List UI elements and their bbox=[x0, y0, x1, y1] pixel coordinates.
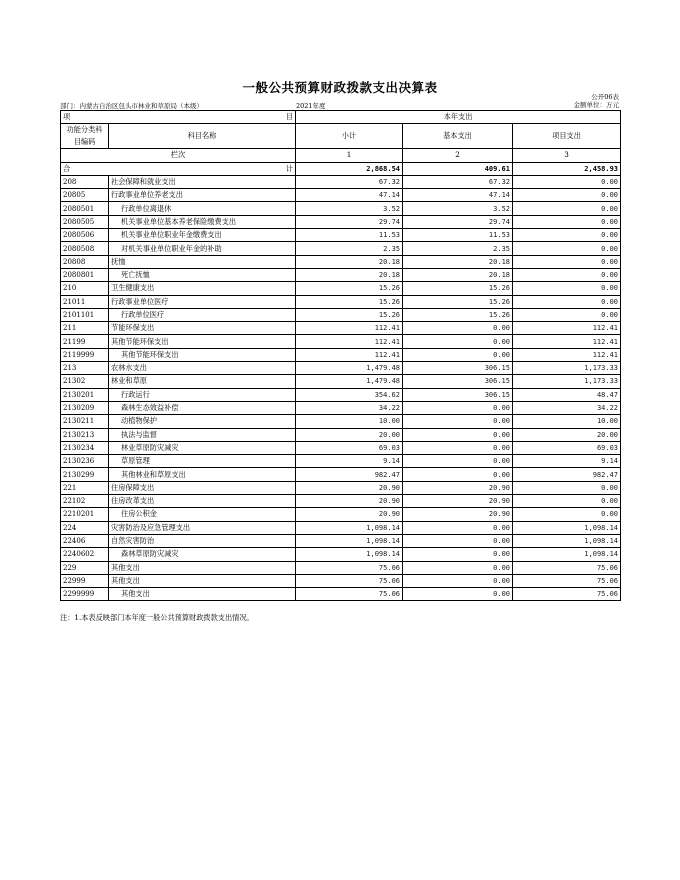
header-row-columns bbox=[61, 124, 621, 149]
code-cell: 2080505 bbox=[61, 215, 109, 228]
subtotal-cell: 47.14 bbox=[296, 189, 403, 202]
column-number-1: 1 bbox=[296, 149, 403, 162]
basic-cell: 306.15 bbox=[403, 375, 513, 388]
name-cell: 行政运行 bbox=[109, 388, 296, 401]
code-cell: 21011 bbox=[61, 295, 109, 308]
subtotal-cell: 11.53 bbox=[296, 229, 403, 242]
subtotal-cell: 112.41 bbox=[296, 322, 403, 335]
column-number-label: 栏次 bbox=[61, 149, 296, 162]
amount-unit: 金额单位：万元 bbox=[573, 101, 619, 109]
table-row bbox=[61, 441, 621, 454]
project-cell: 0.00 bbox=[513, 508, 621, 521]
code-cell: 20805 bbox=[61, 189, 109, 202]
department-label: 部门：内蒙古自治区包头市林业和草原局（本级） bbox=[60, 102, 203, 110]
project-cell: 0.00 bbox=[513, 175, 621, 188]
name-cell: 林业和草原 bbox=[109, 375, 296, 388]
project-cell: 0.00 bbox=[513, 242, 621, 255]
project-cell: 0.00 bbox=[513, 215, 621, 228]
subtotal-cell: 1,098.14 bbox=[296, 534, 403, 547]
name-cell: 卫生健康支出 bbox=[109, 282, 296, 295]
project-cell: 1,173.33 bbox=[513, 375, 621, 388]
name-cell: 自然灾害防治 bbox=[109, 534, 296, 547]
table-row bbox=[61, 282, 621, 295]
name-cell: 其他节能环保支出 bbox=[109, 335, 296, 348]
name-cell: 林业草原防灾减灾 bbox=[109, 441, 296, 454]
subtotal-cell: 10.00 bbox=[296, 415, 403, 428]
table-row bbox=[61, 481, 621, 494]
project-cell: 0.00 bbox=[513, 268, 621, 281]
basic-cell: 0.00 bbox=[403, 468, 513, 481]
basic-column-header: 基本支出 bbox=[403, 124, 513, 149]
basic-cell: 20.90 bbox=[403, 481, 513, 494]
basic-cell: 67.32 bbox=[403, 175, 513, 188]
basic-cell: 20.18 bbox=[403, 255, 513, 268]
project-left-label: 项 bbox=[63, 112, 71, 122]
code-cell: 2210201 bbox=[61, 508, 109, 521]
project-cell: 0.00 bbox=[513, 255, 621, 268]
name-cell: 森林生态效益补偿 bbox=[109, 401, 296, 414]
code-cell: 20808 bbox=[61, 255, 109, 268]
code-cell: 22999 bbox=[61, 574, 109, 587]
subtotal-cell: 15.26 bbox=[296, 282, 403, 295]
project-cell: 0.00 bbox=[513, 295, 621, 308]
code-cell: 2130211 bbox=[61, 415, 109, 428]
project-column-header: 项目支出 bbox=[513, 124, 621, 149]
basic-cell: 11.53 bbox=[403, 229, 513, 242]
name-cell: 社会保障和就业支出 bbox=[109, 175, 296, 188]
total-left-label: 合 bbox=[63, 163, 71, 173]
name-cell: 行政事业单位养老支出 bbox=[109, 189, 296, 202]
table-row bbox=[61, 574, 621, 587]
code-cell: 221 bbox=[61, 481, 109, 494]
table-row bbox=[61, 175, 621, 188]
basic-cell: 0.00 bbox=[403, 335, 513, 348]
name-cell: 行政单位离退休 bbox=[109, 202, 296, 215]
name-cell: 死亡抚恤 bbox=[109, 268, 296, 281]
table-row bbox=[61, 335, 621, 348]
code-cell: 2080501 bbox=[61, 202, 109, 215]
project-cell: 20.00 bbox=[513, 428, 621, 441]
code-cell: 2130209 bbox=[61, 401, 109, 414]
code-cell: 22102 bbox=[61, 495, 109, 508]
current-year-header: 本年支出 bbox=[296, 111, 621, 124]
table-row bbox=[61, 508, 621, 521]
code-cell: 2240602 bbox=[61, 548, 109, 561]
basic-cell: 0.00 bbox=[403, 548, 513, 561]
code-cell: 213 bbox=[61, 362, 109, 375]
basic-cell: 15.26 bbox=[403, 308, 513, 321]
basic-cell: 20.18 bbox=[403, 268, 513, 281]
table-row bbox=[61, 189, 621, 202]
total-subtotal: 2,868.54 bbox=[296, 162, 403, 175]
column-number-3: 3 bbox=[513, 149, 621, 162]
table-row bbox=[61, 229, 621, 242]
name-cell: 住房保障支出 bbox=[109, 481, 296, 494]
name-column-header: 科目名称 bbox=[109, 124, 296, 149]
basic-cell: 0.00 bbox=[403, 401, 513, 414]
subtotal-cell: 20.00 bbox=[296, 428, 403, 441]
basic-cell: 0.00 bbox=[403, 574, 513, 587]
table-row bbox=[61, 388, 621, 401]
subtotal-cell: 75.06 bbox=[296, 588, 403, 601]
table-row bbox=[61, 548, 621, 561]
code-cell: 2101101 bbox=[61, 308, 109, 321]
name-cell: 机关事业单位基本养老保险缴费支出 bbox=[109, 215, 296, 228]
table-row bbox=[61, 415, 621, 428]
table-row bbox=[61, 468, 621, 481]
subtotal-cell: 29.74 bbox=[296, 215, 403, 228]
basic-cell: 0.00 bbox=[403, 415, 513, 428]
table-row bbox=[61, 401, 621, 414]
subtotal-cell: 1,098.14 bbox=[296, 521, 403, 534]
basic-cell: 29.74 bbox=[403, 215, 513, 228]
subtotal-cell: 354.62 bbox=[296, 388, 403, 401]
expenditure-table bbox=[60, 110, 621, 601]
subtotal-cell: 1,479.48 bbox=[296, 362, 403, 375]
code-cell: 2080801 bbox=[61, 268, 109, 281]
subtotal-cell: 2.35 bbox=[296, 242, 403, 255]
name-cell: 机关事业单位职业年金缴费支出 bbox=[109, 229, 296, 242]
code-cell: 2130234 bbox=[61, 441, 109, 454]
name-cell: 住房公积金 bbox=[109, 508, 296, 521]
form-number: 公开06表 bbox=[591, 93, 619, 101]
subtotal-cell: 69.03 bbox=[296, 441, 403, 454]
project-cell: 1,098.14 bbox=[513, 548, 621, 561]
project-cell: 0.00 bbox=[513, 189, 621, 202]
name-cell: 住房改革支出 bbox=[109, 495, 296, 508]
table-row bbox=[61, 215, 621, 228]
project-cell: 69.03 bbox=[513, 441, 621, 454]
subtotal-cell: 75.06 bbox=[296, 561, 403, 574]
table-row bbox=[61, 428, 621, 441]
table-row bbox=[61, 362, 621, 375]
basic-cell: 0.00 bbox=[403, 561, 513, 574]
subtotal-cell: 67.32 bbox=[296, 175, 403, 188]
subtotal-cell: 982.47 bbox=[296, 468, 403, 481]
code-cell: 2119999 bbox=[61, 348, 109, 361]
code-cell: 2299999 bbox=[61, 588, 109, 601]
subtotal-cell: 1,098.14 bbox=[296, 548, 403, 561]
subtotal-cell: 34.22 bbox=[296, 401, 403, 414]
page-title: 一般公共预算财政拨款支出决算表 bbox=[242, 80, 438, 95]
basic-cell: 0.00 bbox=[403, 521, 513, 534]
basic-cell: 0.00 bbox=[403, 534, 513, 547]
project-cell: 0.00 bbox=[513, 202, 621, 215]
basic-cell: 0.00 bbox=[403, 441, 513, 454]
basic-cell: 0.00 bbox=[403, 455, 513, 468]
name-cell: 节能环保支出 bbox=[109, 322, 296, 335]
project-cell: 9.14 bbox=[513, 455, 621, 468]
subtotal-cell: 9.14 bbox=[296, 455, 403, 468]
subtotal-cell: 20.90 bbox=[296, 508, 403, 521]
project-cell: 75.06 bbox=[513, 574, 621, 587]
project-cell: 982.47 bbox=[513, 468, 621, 481]
project-cell: 1,173.33 bbox=[513, 362, 621, 375]
subtotal-cell: 112.41 bbox=[296, 348, 403, 361]
name-cell: 行政单位医疗 bbox=[109, 308, 296, 321]
basic-cell: 306.15 bbox=[403, 388, 513, 401]
total-right-label: 计 bbox=[285, 163, 293, 173]
project-cell: 1,098.14 bbox=[513, 534, 621, 547]
project-cell: 112.41 bbox=[513, 335, 621, 348]
subtotal-cell: 20.90 bbox=[296, 481, 403, 494]
project-cell: 112.41 bbox=[513, 322, 621, 335]
basic-cell: 0.00 bbox=[403, 348, 513, 361]
subtotal-column-header: 小计 bbox=[296, 124, 403, 149]
name-cell: 森林草原防灾减灾 bbox=[109, 548, 296, 561]
subtotal-cell: 20.18 bbox=[296, 255, 403, 268]
project-cell: 75.06 bbox=[513, 588, 621, 601]
basic-cell: 0.00 bbox=[403, 428, 513, 441]
project-right-label: 目 bbox=[285, 112, 293, 122]
table-row bbox=[61, 588, 621, 601]
code-cell: 229 bbox=[61, 561, 109, 574]
code-cell: 2080506 bbox=[61, 229, 109, 242]
basic-cell: 306.15 bbox=[403, 362, 513, 375]
project-cell: 48.47 bbox=[513, 388, 621, 401]
project-cell: 75.06 bbox=[513, 561, 621, 574]
table-row bbox=[61, 521, 621, 534]
footnote: 注：1.本表反映部门本年度一般公共预算财政拨款支出情况。 bbox=[60, 613, 254, 622]
code-cell: 2130299 bbox=[61, 468, 109, 481]
table-row bbox=[61, 455, 621, 468]
name-cell: 草原管理 bbox=[109, 455, 296, 468]
code-cell: 22406 bbox=[61, 534, 109, 547]
project-header-cell bbox=[61, 111, 296, 124]
name-cell: 其他支出 bbox=[109, 588, 296, 601]
code-cell: 2130201 bbox=[61, 388, 109, 401]
code-cell: 211 bbox=[61, 322, 109, 335]
project-cell: 0.00 bbox=[513, 229, 621, 242]
basic-cell: 2.35 bbox=[403, 242, 513, 255]
code-column-header: 功能分类科目编码 bbox=[61, 124, 109, 149]
code-cell: 21302 bbox=[61, 375, 109, 388]
name-cell: 其他支出 bbox=[109, 561, 296, 574]
column-number-row bbox=[61, 149, 621, 162]
subtotal-cell: 75.06 bbox=[296, 574, 403, 587]
project-cell: 0.00 bbox=[513, 282, 621, 295]
subtotal-cell: 15.26 bbox=[296, 295, 403, 308]
table-row bbox=[61, 348, 621, 361]
table-row bbox=[61, 495, 621, 508]
name-cell: 动植物保护 bbox=[109, 415, 296, 428]
name-cell: 灾害防治及应急管理支出 bbox=[109, 521, 296, 534]
subtotal-cell: 15.26 bbox=[296, 308, 403, 321]
code-cell: 210 bbox=[61, 282, 109, 295]
name-cell: 其他支出 bbox=[109, 574, 296, 587]
table-row bbox=[61, 534, 621, 547]
table-row bbox=[61, 308, 621, 321]
table-row bbox=[61, 561, 621, 574]
subtotal-cell: 112.41 bbox=[296, 335, 403, 348]
name-cell: 抚恤 bbox=[109, 255, 296, 268]
subtotal-cell: 20.18 bbox=[296, 268, 403, 281]
total-label-cell bbox=[61, 162, 296, 175]
name-cell: 行政事业单位医疗 bbox=[109, 295, 296, 308]
code-cell: 224 bbox=[61, 521, 109, 534]
table-row bbox=[61, 242, 621, 255]
project-cell: 10.00 bbox=[513, 415, 621, 428]
project-cell: 0.00 bbox=[513, 481, 621, 494]
project-cell: 0.00 bbox=[513, 308, 621, 321]
subtotal-cell: 20.90 bbox=[296, 495, 403, 508]
project-cell: 0.00 bbox=[513, 495, 621, 508]
basic-cell: 20.90 bbox=[403, 508, 513, 521]
table-row bbox=[61, 375, 621, 388]
total-project: 2,458.93 bbox=[513, 162, 621, 175]
name-cell: 执法与监督 bbox=[109, 428, 296, 441]
subtotal-cell: 3.52 bbox=[296, 202, 403, 215]
fiscal-year: 2021年度 bbox=[296, 102, 326, 110]
table-row bbox=[61, 202, 621, 215]
table-row bbox=[61, 295, 621, 308]
header-row-project bbox=[61, 111, 621, 124]
code-cell: 21199 bbox=[61, 335, 109, 348]
code-cell: 2130213 bbox=[61, 428, 109, 441]
basic-cell: 15.26 bbox=[403, 282, 513, 295]
basic-cell: 0.00 bbox=[403, 588, 513, 601]
basic-cell: 20.90 bbox=[403, 495, 513, 508]
basic-cell: 15.26 bbox=[403, 295, 513, 308]
basic-cell: 47.14 bbox=[403, 189, 513, 202]
total-basic: 409.61 bbox=[403, 162, 513, 175]
column-number-2: 2 bbox=[403, 149, 513, 162]
code-cell: 2130236 bbox=[61, 455, 109, 468]
name-cell: 对机关事业单位职业年金的补助 bbox=[109, 242, 296, 255]
code-cell: 208 bbox=[61, 175, 109, 188]
table-row bbox=[61, 255, 621, 268]
table-row bbox=[61, 322, 621, 335]
project-cell: 1,098.14 bbox=[513, 521, 621, 534]
name-cell: 其他林业和草原支出 bbox=[109, 468, 296, 481]
project-cell: 34.22 bbox=[513, 401, 621, 414]
basic-cell: 3.52 bbox=[403, 202, 513, 215]
name-cell: 农林水支出 bbox=[109, 362, 296, 375]
basic-cell: 0.00 bbox=[403, 322, 513, 335]
subtotal-cell: 1,479.48 bbox=[296, 375, 403, 388]
total-row bbox=[61, 162, 621, 175]
name-cell: 其他节能环保支出 bbox=[109, 348, 296, 361]
project-cell: 112.41 bbox=[513, 348, 621, 361]
table-row bbox=[61, 268, 621, 281]
code-cell: 2080508 bbox=[61, 242, 109, 255]
